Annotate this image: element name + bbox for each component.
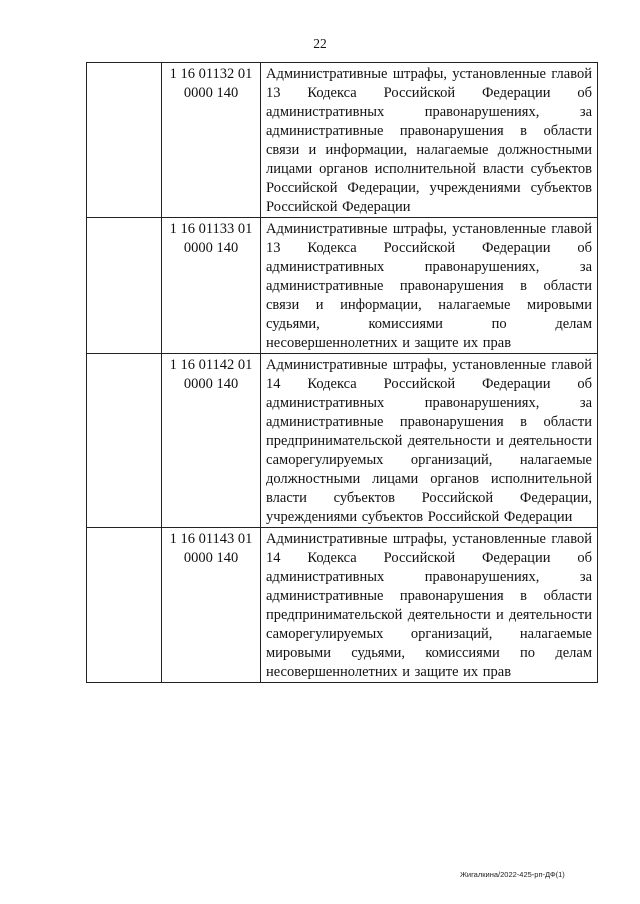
description-cell: Административные штрафы, установленные главой 13 Кодекса Российской Федерации об административных правонарушениях, за административные правонарушения в области связи и информации, налагаемые должностными лицами органов исполнительной власти субъектов Российской Федерации, учреждениями субъектов Российской Федерации <box>261 63 598 218</box>
description-cell: Административные штрафы, установленные главой 13 Кодекса Российской Федерации об административных правонарушениях, за административные правонарушения в области связи и информации, налагаемые мировыми судьями, комиссиями по делам несовершеннолетних и защите их прав <box>261 218 598 354</box>
page-number: 22 <box>313 36 327 51</box>
description-cell: Административные штрафы, установленные главой 14 Кодекса Российской Федерации об административных правонарушениях, за административные правонарушения в области предпринимательской деятельности и деятельности саморегулируемых организаций, налагаемые мировыми судьями, комиссиями по делам несовершеннолетних и защите их прав <box>261 528 598 683</box>
empty-cell <box>87 63 162 218</box>
code-line: 0000 140 <box>183 550 239 566</box>
table-row <box>87 63 598 218</box>
table-row <box>87 218 598 354</box>
code-cell <box>162 218 261 354</box>
code-line: 0000 140 <box>183 376 239 392</box>
code-line: 1 16 01132 01 <box>169 66 253 82</box>
empty-cell <box>87 218 162 354</box>
code-line: 0000 140 <box>183 85 239 101</box>
empty-cell <box>87 354 162 528</box>
code-line: 1 16 01133 01 <box>169 221 253 237</box>
code-line: 1 16 01143 01 <box>169 531 253 547</box>
code-line: 0000 140 <box>183 240 239 256</box>
code-line: 1 16 01142 01 <box>169 357 253 373</box>
table-row <box>87 354 598 528</box>
budget-codes-table <box>86 62 598 683</box>
code-cell <box>162 63 261 218</box>
code-cell <box>162 528 261 683</box>
description-cell: Административные штрафы, установленные главой 14 Кодекса Российской Федерации об административных правонарушениях, за административные правонарушения в области предпринимательской деятельности и деятельности саморегулируемых организаций, налагаемые должностными лицами органов исполнительной власти субъектов Российской Федерации, учреждениями субъектов Российской Федерации <box>261 354 598 528</box>
empty-cell <box>87 528 162 683</box>
document-footer: Жигалкина/2022-425-рп-ДФ(1) <box>460 870 565 879</box>
code-cell <box>162 354 261 528</box>
table-row <box>87 528 598 683</box>
